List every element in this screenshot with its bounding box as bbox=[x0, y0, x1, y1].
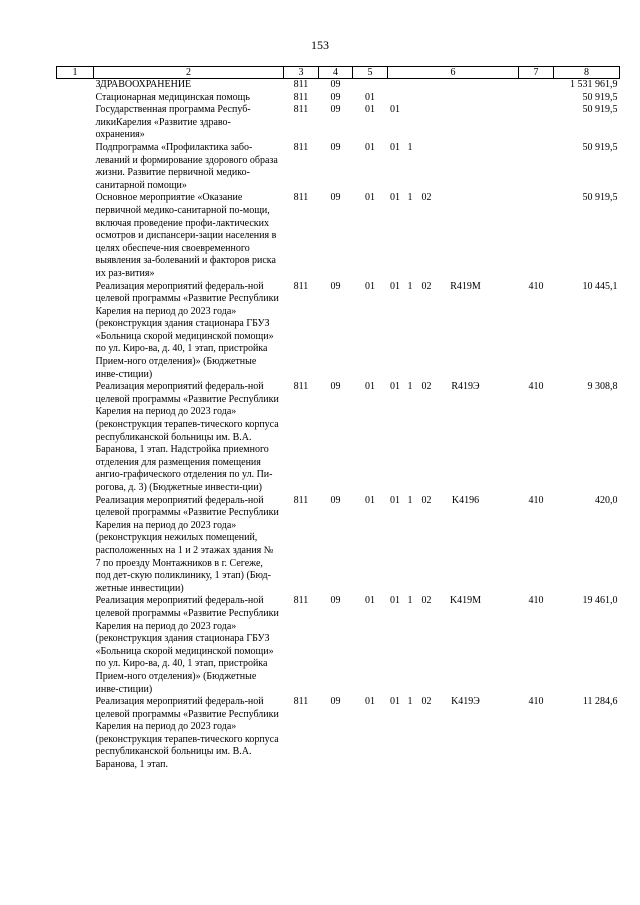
subsection-code: 01 bbox=[365, 104, 375, 116]
target-article-code bbox=[388, 381, 519, 494]
target-code-part: 1 bbox=[407, 494, 413, 506]
table-row bbox=[57, 79, 620, 92]
target-article-code bbox=[388, 192, 519, 280]
table-row bbox=[57, 495, 620, 596]
target-code-part: 1 bbox=[407, 141, 413, 153]
target-code-part: 1 bbox=[407, 192, 413, 204]
expense-type-code: 410 bbox=[528, 595, 544, 607]
section-code: 09 bbox=[330, 494, 341, 506]
amount: 50 919,5 bbox=[582, 91, 618, 103]
target-code-part: 1 bbox=[407, 595, 413, 607]
subsection-code: 01 bbox=[365, 494, 375, 506]
empty-cell bbox=[57, 281, 94, 382]
subsection-code: 01 bbox=[365, 696, 375, 708]
table-row bbox=[57, 281, 620, 382]
target-code-part bbox=[436, 104, 496, 117]
target-code-part: 01 bbox=[390, 192, 400, 204]
amount: 19 461,0 bbox=[582, 595, 618, 607]
header-cell: 2 bbox=[94, 67, 284, 79]
subsection-code: 01 bbox=[365, 595, 375, 607]
target-code-part bbox=[418, 104, 436, 117]
amount: 50 919,5 bbox=[582, 104, 618, 116]
expense-type-code: 410 bbox=[528, 494, 544, 506]
header-cell: 5 bbox=[353, 67, 388, 79]
section-code: 09 bbox=[330, 141, 341, 153]
target-article-code bbox=[388, 79, 519, 92]
empty-cell bbox=[57, 142, 94, 192]
ved-code: 811 bbox=[293, 381, 309, 393]
header-cell: 7 bbox=[519, 67, 554, 79]
subsection-code: 01 bbox=[365, 141, 375, 153]
section-code: 09 bbox=[330, 192, 341, 204]
header-cell: 1 bbox=[57, 67, 94, 79]
ved-code: 811 bbox=[293, 494, 309, 506]
row-name: Реализация мероприятий федераль-ной целевой программы «Развитие Республики Карелия на период до 2023 года» (реконструкция терапев-тического корпуса республиканской больницы им. В.А. Баранова, 1 этап. Надстройка приемного отделения для размещения помещения ангио-графического отделения по ул. Пи-рогова, д. 3) (Бюджетные инвести-ции) bbox=[95, 381, 279, 493]
target-code-part: 01 bbox=[390, 381, 400, 393]
target-code-part: 02 bbox=[421, 280, 432, 292]
row-name: Подпрограмма «Профилактика забо-леваний и формирование здорового образа жизни. Развитие первичной медико-санитарной помощи» bbox=[95, 141, 278, 191]
expense-type-code: 410 bbox=[528, 381, 544, 393]
target-code-part: 01 bbox=[390, 494, 400, 506]
target-code-part: 01 bbox=[390, 696, 400, 708]
section-code: 09 bbox=[330, 595, 341, 607]
section-code: 09 bbox=[330, 104, 341, 116]
amount: 420,0 bbox=[595, 494, 618, 506]
amount: 10 445,1 bbox=[582, 280, 618, 292]
table-row bbox=[57, 142, 620, 192]
expense-type-code bbox=[519, 142, 554, 192]
amount: 9 308,8 bbox=[587, 381, 618, 393]
amount: 50 919,5 bbox=[582, 141, 618, 153]
target-article-code bbox=[388, 495, 519, 596]
row-name: Стационарная медицинская помощь bbox=[95, 91, 250, 103]
empty-cell bbox=[57, 595, 94, 696]
row-name: ЗДРАВООХРАНЕНИЕ bbox=[95, 79, 192, 90]
header-cell: 6 bbox=[388, 67, 519, 79]
section-code: 09 bbox=[330, 91, 341, 103]
table-row bbox=[57, 696, 620, 772]
section-code: 09 bbox=[330, 280, 341, 292]
table-row bbox=[57, 595, 620, 696]
target-code-part: 01 bbox=[390, 141, 400, 153]
target-code-part bbox=[436, 142, 496, 155]
section-code: 09 bbox=[330, 696, 341, 708]
target-code-part: K4196 bbox=[451, 494, 480, 506]
subsection-code: 01 bbox=[365, 91, 375, 103]
empty-cell bbox=[57, 696, 94, 772]
expense-type-code: 410 bbox=[528, 280, 544, 292]
target-article-code bbox=[388, 104, 519, 142]
target-code-part: 02 bbox=[421, 381, 432, 393]
table-row bbox=[57, 104, 620, 142]
expense-type-code bbox=[519, 92, 554, 105]
target-code-part: 01 bbox=[390, 595, 400, 607]
target-code-part bbox=[418, 142, 436, 155]
ved-code: 811 bbox=[293, 595, 309, 607]
ved-code: 811 bbox=[293, 141, 309, 153]
header-cell: 3 bbox=[284, 67, 319, 79]
subsection-code: 01 bbox=[365, 381, 375, 393]
target-code-part bbox=[403, 104, 418, 117]
table-row bbox=[57, 92, 620, 105]
empty-cell bbox=[57, 104, 94, 142]
row-name: Реализация мероприятий федераль-ной целевой программы «Развитие Республики Карелия на период до 2023 года» (реконструкция здания стационара ГБУЗ «Больница скорой медицинской помощи» по ул. Киро-ва, д. 40, 1 этап, пристройка Прием-ного отделения)» (Бюджетные инве-стиции) bbox=[95, 280, 279, 380]
page-number: 153 bbox=[311, 38, 329, 52]
empty-cell bbox=[57, 92, 94, 105]
amount: 50 919,5 bbox=[582, 192, 618, 204]
expense-type-code bbox=[519, 79, 554, 92]
ved-code: 811 bbox=[293, 79, 309, 90]
subsection-code bbox=[353, 79, 388, 92]
section-code: 09 bbox=[330, 79, 341, 90]
expense-type-code bbox=[519, 104, 554, 142]
target-code-part: 02 bbox=[421, 595, 432, 607]
target-code-part: K419M bbox=[449, 595, 482, 607]
ved-code: 811 bbox=[293, 192, 309, 204]
amount: 1 531 961,9 bbox=[570, 79, 618, 90]
row-name: Государственная программа Респуб-ликиКарелия «Развитие здраво-охранения» bbox=[95, 104, 251, 141]
subsection-code: 01 bbox=[365, 280, 375, 292]
target-code-part: 02 bbox=[421, 696, 432, 708]
empty-cell bbox=[57, 495, 94, 596]
target-code-part: 02 bbox=[421, 494, 432, 506]
row-name: Основное мероприятие «Оказание первичной медико-санитарной по-мощи, включая проведение профи-лактических осмотров и диспансери-зации населения в целях обеспече-ния своевременного выявления за-болеваний и факторов риска их раз-вития» bbox=[95, 192, 277, 279]
target-code-part: 01 bbox=[390, 104, 400, 116]
row-name: Реализация мероприятий федераль-ной целевой программы «Развитие Республики Карелия на период до 2023 года» (реконструкция терапев-тического корпуса республиканской больницы им. В.А. Баранова, 1 этап. bbox=[95, 696, 279, 771]
expense-type-code: 410 bbox=[528, 696, 544, 708]
empty-cell bbox=[57, 192, 94, 280]
target-code-part: 02 bbox=[421, 192, 432, 204]
amount: 11 284,6 bbox=[582, 696, 618, 708]
target-article-code bbox=[388, 595, 519, 696]
target-code-part: R419M bbox=[450, 280, 481, 292]
ved-code: 811 bbox=[293, 91, 309, 103]
target-code-part bbox=[436, 192, 496, 205]
target-code-part: R419Э bbox=[451, 381, 480, 393]
target-article-code bbox=[388, 281, 519, 382]
target-code-part: 1 bbox=[407, 696, 413, 708]
expense-type-code bbox=[519, 192, 554, 280]
target-code-part: 1 bbox=[407, 381, 413, 393]
row-name: Реализация мероприятий федераль-ной целевой программы «Развитие Республики Карелия на период до 2023 года» (реконструкция нежилых помещений, расположенных на 1 и 2 этажах здания № 7 по проезду Монтажников в г. Сегеже, под дет-скую поликлинику, 1 этап) (Бюд-жетные инвестиции) bbox=[95, 494, 279, 594]
ved-code: 811 bbox=[293, 696, 309, 708]
table-body bbox=[57, 79, 620, 772]
table-row bbox=[57, 192, 620, 280]
empty-cell bbox=[57, 381, 94, 494]
empty-cell bbox=[57, 79, 94, 92]
section-code: 09 bbox=[330, 381, 341, 393]
row-name: Реализация мероприятий федераль-ной целевой программы «Развитие Республики Карелия на период до 2023 года» (реконструкция здания стационара ГБУЗ «Больница скорой медицинской помощи» по ул. Киро-ва, д. 40, 1 этап, пристройка Прием-ного отделения)» (Бюджетные инве-стиции) bbox=[95, 595, 279, 695]
target-code-part: K419Э bbox=[451, 696, 480, 708]
ved-code: 811 bbox=[293, 104, 309, 116]
target-code-part: 01 bbox=[390, 280, 400, 292]
table-header-row bbox=[57, 67, 620, 79]
target-article-code bbox=[388, 92, 519, 105]
ved-code: 811 bbox=[293, 280, 309, 292]
subsection-code: 01 bbox=[365, 192, 375, 204]
target-article-code bbox=[388, 142, 519, 192]
table-row bbox=[57, 381, 620, 494]
header-cell: 4 bbox=[319, 67, 353, 79]
target-code-part: 1 bbox=[407, 280, 413, 292]
budget-table bbox=[56, 66, 620, 772]
header-cell: 8 bbox=[554, 67, 620, 79]
target-article-code bbox=[388, 696, 519, 772]
